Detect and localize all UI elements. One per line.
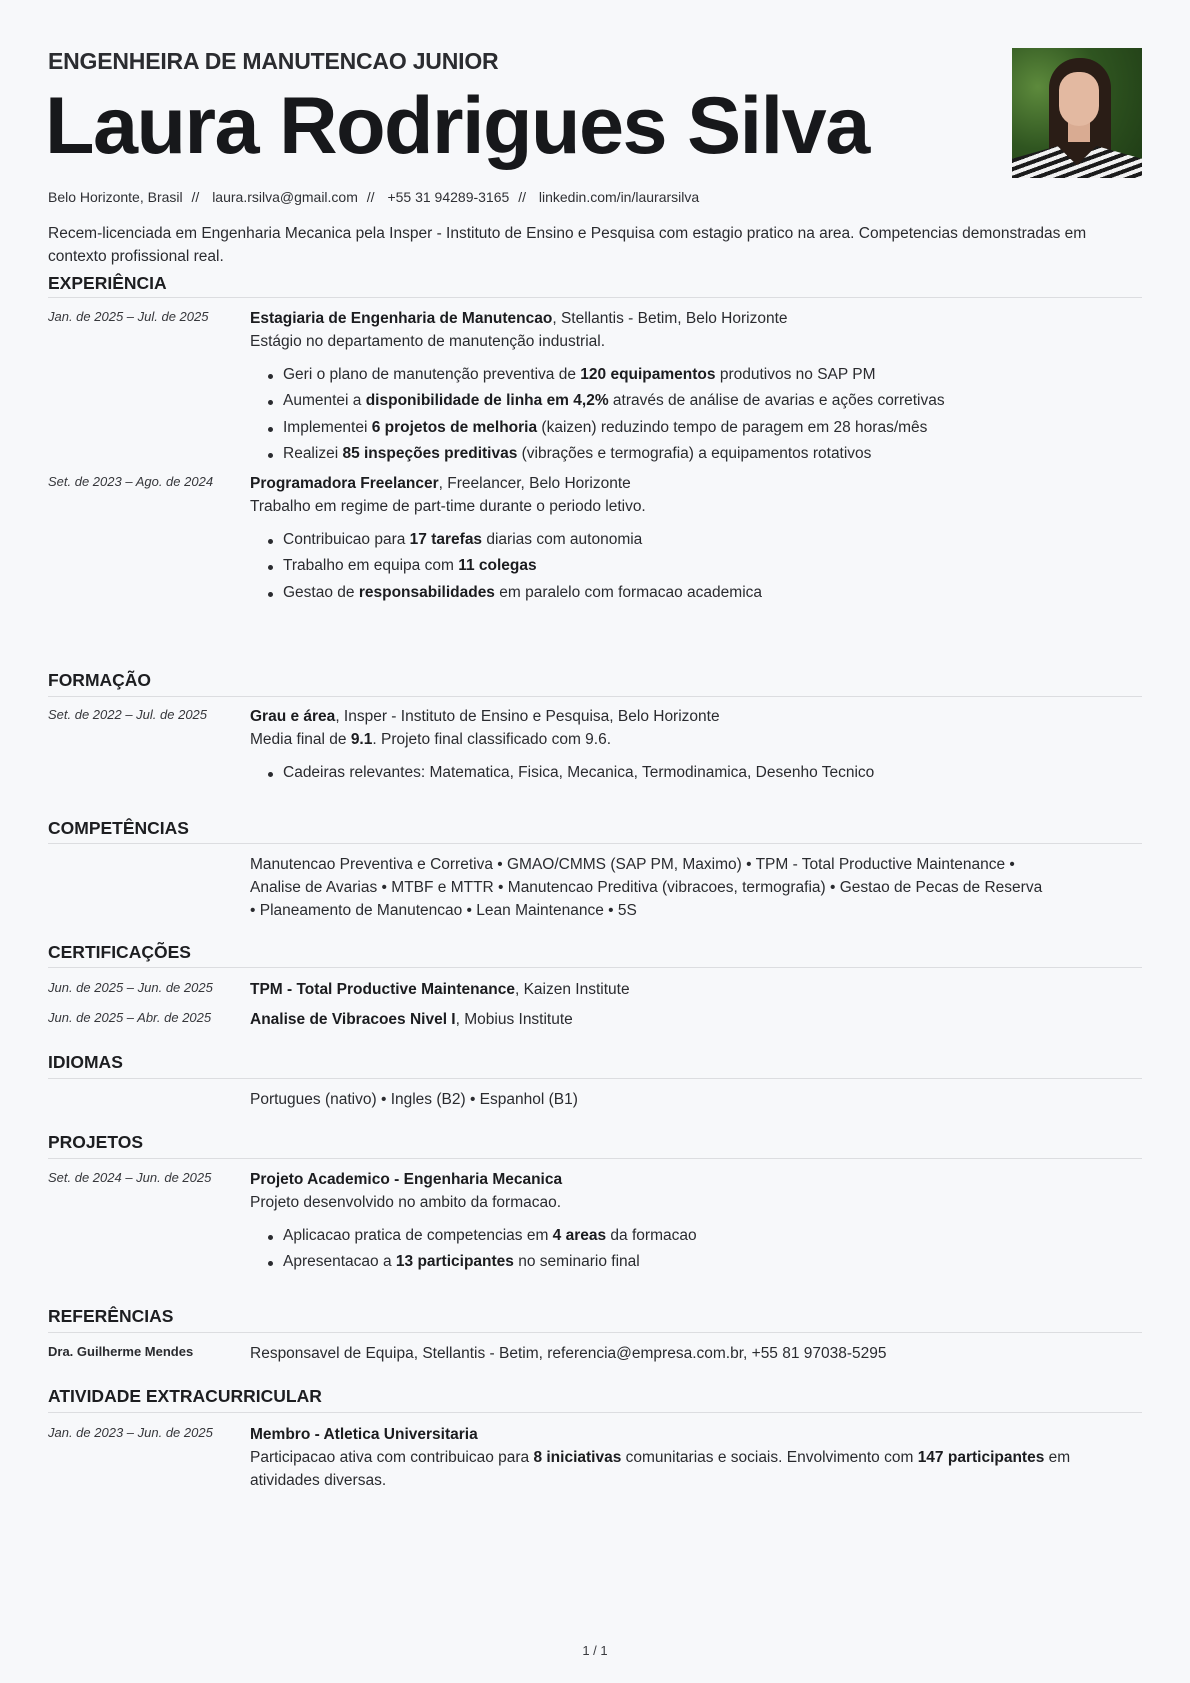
experience-entry xyxy=(250,472,1142,606)
section-divider xyxy=(48,843,1142,844)
bold-text: Analise de Vibracoes Nivel I xyxy=(250,1011,456,1028)
bullet-item xyxy=(250,1223,1142,1249)
text: , Kaizen Institute xyxy=(514,981,630,998)
bold-text: TPM - Total Productive Maintenance xyxy=(250,981,515,998)
section-title-education: FORMAÇÃO xyxy=(48,670,152,690)
bold-text: 85 inspeções preditivas xyxy=(342,444,518,462)
entry-heading xyxy=(250,1008,1142,1031)
entry-bullets xyxy=(250,760,1142,786)
contact-phone[interactable]: +55 31 94289-3165 xyxy=(387,189,510,205)
text: Projeto desenvolvido no ambito da formacao. xyxy=(250,1194,562,1211)
text: . Projeto final classificado com 9.6. xyxy=(372,731,612,748)
entry-heading xyxy=(250,1168,1142,1191)
bullet-item xyxy=(250,760,1142,786)
text: , Freelancer, Belo Horizonte xyxy=(438,475,631,492)
section-divider xyxy=(48,967,1142,968)
bold-text: 9.1 xyxy=(350,731,373,748)
text: Media final de xyxy=(250,731,351,748)
text: Geri o plano de manutenção preventiva de xyxy=(283,366,581,383)
candidate-name: Laura Rodrigues Silva xyxy=(45,81,869,171)
entry-date: Jan. de 2023 – Jun. de 2025 xyxy=(48,1425,213,1440)
text: Gestao de xyxy=(283,583,359,601)
profile-photo xyxy=(1012,48,1142,178)
text: comunitarias e sociais. Envolvimento com xyxy=(621,1449,918,1466)
text: Contribuicao para xyxy=(283,531,410,548)
skills-line: • Planeamento de Manutencao • Lean Maintenance • 5S xyxy=(250,902,637,919)
section-title-references: REFERÊNCIAS xyxy=(48,1306,174,1326)
section-divider xyxy=(48,297,1142,298)
bold-text: disponibilidade de linha em 4,2% xyxy=(365,392,609,410)
text: Participacao ativa com contribuicao para xyxy=(250,1449,534,1466)
text: Apresentacao a xyxy=(283,1253,396,1271)
bold-text: 11 colegas xyxy=(458,557,537,575)
section-title-certifications: CERTIFICAÇÕES xyxy=(48,942,191,962)
resume-header xyxy=(45,0,1142,182)
bullet-item xyxy=(250,388,1142,414)
bullet-item xyxy=(250,362,1142,388)
reference-details: Responsavel de Equipa, Stellantis - Betim, referencia@empresa.com.br, +55 81 97038-5295 xyxy=(250,1345,887,1362)
certification-entry xyxy=(250,1008,1142,1031)
section-title-languages: IDIOMAS xyxy=(48,1052,123,1072)
role-title: ENGENHEIRA DE MANUTENCAO JUNIOR xyxy=(48,48,499,74)
bold-text: 13 participantes xyxy=(395,1253,514,1271)
reference-entry xyxy=(250,1342,1142,1365)
section-title-projects: PROJETOS xyxy=(48,1132,143,1152)
section-divider xyxy=(48,1158,1142,1159)
text: , Mobius Institute xyxy=(455,1011,573,1028)
certification-entry xyxy=(250,978,1142,1001)
bold-text: Projeto Academico - Engenharia Mecanica xyxy=(250,1171,563,1188)
bold-text: 120 equipamentos xyxy=(580,366,716,383)
bold-text: Membro - Atletica Universitaria xyxy=(250,1426,478,1443)
text: em paralelo com formacao academica xyxy=(494,583,763,601)
text: da formacao xyxy=(606,1227,697,1244)
entry-description xyxy=(250,1469,1142,1492)
entry-heading xyxy=(250,978,1142,1001)
text: , Insper - Instituto de Ensino e Pesquisa, Belo Horizonte xyxy=(335,708,720,725)
section-title-extracurricular: ATIVIDADE EXTRACURRICULAR xyxy=(48,1386,322,1406)
text: Estágio no departamento de manutenção industrial. xyxy=(250,333,606,350)
text: diarias com autonomia xyxy=(482,531,643,548)
entry-date: Jan. de 2025 – Jul. de 2025 xyxy=(48,309,209,324)
contact-location: Belo Horizonte, Brasil xyxy=(48,189,183,205)
bold-text: 17 tarefas xyxy=(409,531,483,548)
entry-bullets xyxy=(250,527,1142,606)
text: Trabalho em equipa com xyxy=(283,557,459,575)
entry-date: Set. de 2023 – Ago. de 2024 xyxy=(48,474,214,489)
text: Implementei xyxy=(283,418,372,436)
languages-text: Portugues (nativo) • Ingles (B2) • Espanhol (B1) xyxy=(250,1091,578,1108)
section-divider xyxy=(48,1332,1142,1333)
text: através de análise de avarias e ações corretivas xyxy=(608,392,945,410)
text: , Stellantis - Betim, Belo Horizonte xyxy=(552,310,788,327)
bold-text: Grau e área xyxy=(250,708,336,725)
entry-description xyxy=(250,495,1142,518)
entry-heading xyxy=(250,307,1142,330)
bold-text: Programadora Freelancer xyxy=(250,475,439,492)
resume-page xyxy=(45,0,1142,1489)
bullet-item xyxy=(250,1249,1142,1275)
section-title-skills: COMPETÊNCIAS xyxy=(48,818,189,838)
text: Realizei xyxy=(283,444,343,462)
skills-list xyxy=(250,853,1142,922)
text: no seminario final xyxy=(513,1253,640,1271)
section-divider xyxy=(48,1078,1142,1079)
text: (kaizen) reduzindo tempo de paragem em 28 horas/mês xyxy=(537,418,928,436)
text: atividades diversas. xyxy=(250,1472,387,1489)
entry-heading xyxy=(250,705,1142,728)
entry-date: Set. de 2024 – Jun. de 2025 xyxy=(48,1170,212,1185)
text: Cadeiras relevantes: Matematica, Fisica, Mecanica, Termodinamica, Desenho Tecnico xyxy=(283,764,875,781)
project-entry xyxy=(250,1168,1142,1276)
text: Aumentei a xyxy=(283,392,366,410)
section-title-experience: EXPERIÊNCIA xyxy=(48,273,167,293)
entry-bullets xyxy=(250,1223,1142,1276)
languages-list xyxy=(250,1088,1142,1111)
bullet-item xyxy=(250,580,1142,606)
photo-face-shape xyxy=(1059,72,1099,126)
entry-bullets xyxy=(250,362,1142,467)
text: (vibrações e termografia) a equipamentos rotativos xyxy=(517,444,872,462)
extracurricular-entry xyxy=(250,1423,1142,1492)
bullet-item xyxy=(250,415,1142,441)
bullet-item xyxy=(250,553,1142,579)
entry-date: Jun. de 2025 – Jun. de 2025 xyxy=(48,980,213,995)
bold-text: responsabilidades xyxy=(358,583,495,601)
entry-date: Jun. de 2025 – Abr. de 2025 xyxy=(48,1010,212,1025)
entry-heading xyxy=(250,472,1142,495)
entry-description xyxy=(250,728,1142,751)
contact-line xyxy=(48,189,699,205)
bold-text: Estagiaria de Engenharia de Manutencao xyxy=(250,310,553,327)
entry-heading xyxy=(250,1423,1142,1446)
education-entry xyxy=(250,705,1142,786)
text: Aplicacao pratica de competencias em xyxy=(283,1227,553,1244)
skills-line: Analise de Avarias • MTBF e MTTR • Manutencao Preditiva (vibracoes, termografia) • Gestao de Pecas de Reserva xyxy=(250,879,1043,896)
section-divider xyxy=(48,696,1142,697)
text: em xyxy=(1044,1449,1071,1466)
entry-date: Set. de 2022 – Jul. de 2025 xyxy=(48,707,208,722)
contact-linkedin[interactable]: linkedin.com/in/laurarsilva xyxy=(538,189,700,205)
bullet-item xyxy=(250,527,1142,553)
entry-description xyxy=(250,1446,1142,1469)
skills-line: Manutencao Preventiva e Corretiva • GMAO/CMMS (SAP PM, Maximo) • TPM - Total Productive Maintenance • xyxy=(250,856,1015,873)
professional-summary: Recem-licenciada em Engenharia Mecanica pela Insper - Instituto de Ensino e Pesquisa com estagio pratico na area. Competencias demonstradas em contexto profissional real. xyxy=(48,225,1087,265)
contact-separator: // xyxy=(366,189,375,205)
bold-text: 8 iniciativas xyxy=(533,1449,622,1466)
bold-text: 6 projetos de melhoria xyxy=(371,418,538,436)
reference-name: Dra. Guilherme Mendes xyxy=(48,1344,194,1359)
bullet-item xyxy=(250,441,1142,467)
contact-email[interactable]: laura.rsilva@gmail.com xyxy=(212,189,358,205)
entry-description xyxy=(250,330,1142,353)
text: produtivos no SAP PM xyxy=(715,366,876,383)
page-indicator: 1 / 1 xyxy=(582,1643,608,1658)
contact-separator: // xyxy=(191,189,200,205)
bold-text: 147 participantes xyxy=(917,1449,1045,1466)
text: Trabalho em regime de part-time durante o periodo letivo. xyxy=(250,498,646,515)
entry-description xyxy=(250,1191,1142,1214)
section-divider xyxy=(48,1412,1142,1413)
contact-separator: // xyxy=(518,189,526,205)
bold-text: 4 areas xyxy=(552,1227,607,1244)
experience-entry xyxy=(250,307,1142,467)
